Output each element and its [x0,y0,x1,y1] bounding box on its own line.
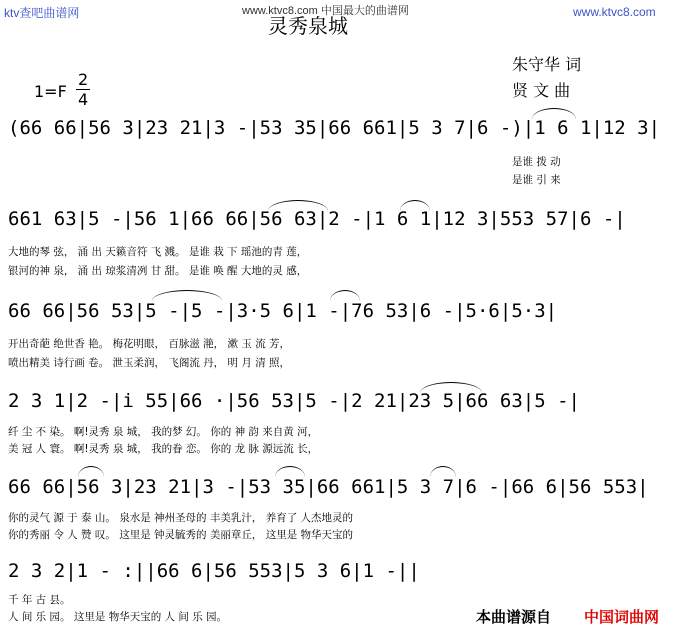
slur-arc [330,290,360,301]
song-title: 灵秀泉城 [268,14,348,38]
slur-arc [400,200,430,211]
watermark-top-left: ktv查吧曲谱网 [4,6,80,20]
slur-arc [268,200,328,211]
key-signature: 1=F [34,82,67,101]
score-line-1-lyrics-1: 是谁 拨 动 [512,156,561,168]
score-line-4-lyrics-2: 美 冠 人 寰。 啊!灵秀 泉 城， 我的眷 恋。 你的 龙 脉 源远流 长， [8,443,319,455]
score-line-5-lyrics-2: 你的秀丽 令 人 赞 叹。 这里是 钟灵毓秀的 美丽章丘， 这里是 物华天宝的 [8,529,354,541]
composer-credit: 贤 文 曲 [512,81,571,100]
score-line-4-notes: 2 3 1|2 -|i 55|66 ·|56 53|5 -|2 21|23 5|66 63|5 -| [8,390,580,412]
score-line-6-notes: 2 3 2|1 - :||66 6|56 553|5 3 6|1 -|| [8,560,420,582]
score-line-3-lyrics-1: 开出奇葩 绝世香 艳。 梅花明眼， 百脉滋 滟， 漱 玉 流 芳， [8,338,291,350]
slur-arc [430,466,456,477]
slur-arc [275,466,305,477]
time-signature-bottom: 4 [78,90,89,109]
lyricist-credit: 朱守华 词 [512,55,582,74]
score-line-4-lyrics-1: 纤 尘 不 染。 啊!灵秀 泉 城， 我的梦 幻。 你的 神 韵 来自黄 河， [8,426,319,438]
time-signature-top: 2 [78,70,89,89]
score-line-5-notes: 66 66|56 3|23 21|3 -|53 35|66 661|5 3 7|6 -|66 6|56 553| [8,476,649,498]
score-line-6-lyrics-1: 千 年 古 县。 [8,594,71,606]
score-line-3-lyrics-2: 喷出精美 诗行画 卷。 泄玉柔润， 飞阁流 丹， 明 月 清 照， [8,357,291,369]
footer-source-name: 中国词曲网 [584,608,660,626]
footer-source-label: 本曲谱源自 [476,608,552,626]
slur-arc [152,290,222,301]
score-line-3-notes: 66 66|56 53|5 -|5 -|3·5 6|1 -|76 53|6 -|5·6|5·3| [8,300,558,322]
score-line-2-lyrics-1: 大地的琴 弦， 涌 出 天籁音符 飞 溅。 是谁 栽 下 瑶池的青 莲， [8,246,308,258]
slur-arc [78,466,104,477]
slur-arc [532,108,576,119]
watermark-top-right: www.ktvc8.com [573,5,656,19]
score-line-1-lyrics-2: 是谁 引 来 [512,174,561,186]
watermark-top-center: www.ktvc8.com 中国最大的曲谱网 [242,5,409,17]
score-line-2-lyrics-2: 银河的神 泉， 涌 出 琼浆清冽 甘 甜。 是谁 唤 醒 大地的灵 感， [8,265,308,277]
score-line-5-lyrics-1: 你的灵气 源 于 泰 山。 泉水是 神州圣母的 丰美乳汁， 养育了 人杰地灵的 [8,512,354,524]
score-line-1-notes: (66 66|56 3|23 21|3 -|53 35|66 661|5 3 7|6 -)|1 6 1|12 3| [8,117,661,139]
score-line-6-lyrics-2: 人 间 乐 园。 这里是 物华天宝的 人 间 乐 园。 [8,611,228,623]
slur-arc [420,382,482,393]
score-line-2-notes: 661 63|5 -|56 1|66 66|56 63|2 -|1 6 1|12 3|553 57|6 -| [8,208,626,230]
